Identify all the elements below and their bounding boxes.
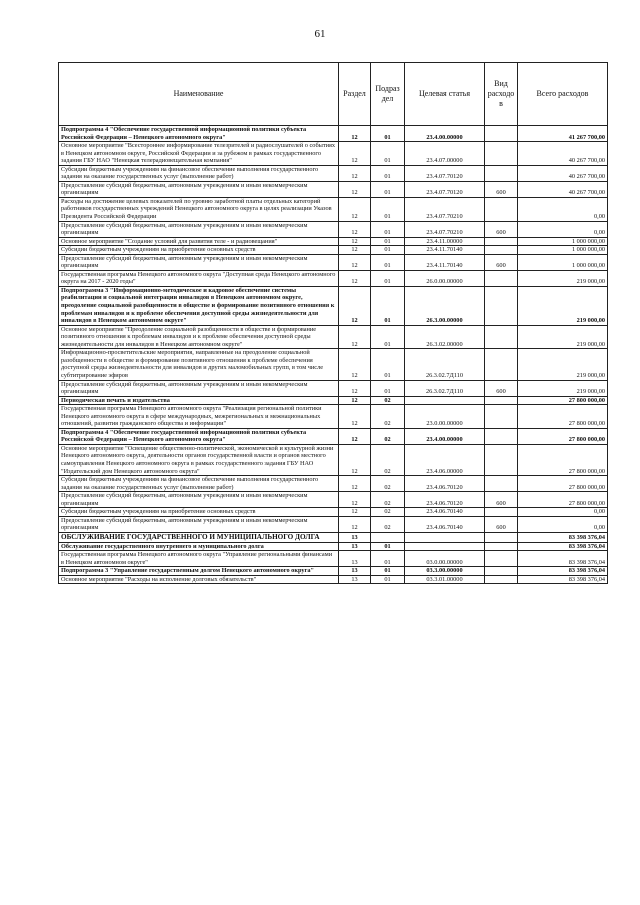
cell-sum: 83 398 376,04 — [518, 551, 608, 567]
table-row — [59, 142, 608, 166]
cell-name: Предоставление субсидий бюджетным, автономным учреждениям и иным некоммерческим организациям — [59, 181, 339, 197]
table-row — [59, 476, 608, 492]
cell-razdel: 13 — [339, 542, 371, 551]
cell-name: Обслуживание государственного внутреннего и муниципального долга — [59, 542, 339, 551]
cell-vid — [485, 270, 518, 286]
cell-podrazdel: 02 — [371, 396, 405, 405]
cell-podrazdel: 01 — [371, 165, 405, 181]
cell-vid — [485, 165, 518, 181]
cell-razdel: 12 — [339, 476, 371, 492]
cell-vid — [485, 197, 518, 221]
cell-vid — [485, 237, 518, 246]
cell-celevaya: 03.0.00.00000 — [405, 551, 485, 567]
cell-razdel: 12 — [339, 142, 371, 166]
cell-sum: 27 800 000,00 — [518, 396, 608, 405]
cell-celevaya — [405, 532, 485, 542]
cell-podrazdel: 01 — [371, 142, 405, 166]
cell-vid: 600 — [485, 181, 518, 197]
cell-sum: 83 398 376,04 — [518, 575, 608, 584]
cell-vid — [485, 428, 518, 444]
cell-podrazdel: 01 — [371, 126, 405, 142]
header-celevaya: Целевая статья — [405, 63, 485, 126]
cell-razdel: 12 — [339, 165, 371, 181]
page-number: 61 — [314, 28, 326, 40]
table-row — [59, 516, 608, 532]
cell-name: Основное мероприятие "Всестороннее информирование телезрителей и радиослушателей о событиях в Ненецком автономном округе, Российской Федерации и за рубежом в рамках государственного задания ГБУ НАО "Ненецкая телерадиовещательная компания" — [59, 142, 339, 166]
cell-razdel: 12 — [339, 508, 371, 517]
cell-celevaya: 23.4.00.00000 — [405, 126, 485, 142]
cell-sum: 1 000 000,00 — [518, 237, 608, 246]
cell-name: Государственная программа Ненецкого автономного округа "Доступная среда Ненецкого автономного округа на 2017 - 2020 годы" — [59, 270, 339, 286]
cell-podrazdel: 01 — [371, 270, 405, 286]
cell-celevaya: 23.4.06.70140 — [405, 516, 485, 532]
cell-celevaya — [405, 396, 485, 405]
table-row — [59, 508, 608, 517]
cell-name: ОБСЛУЖИВАНИЕ ГОСУДАРСТВЕННОГО И МУНИЦИПАЛЬНОГО ДОЛГА — [59, 532, 339, 542]
cell-podrazdel: 01 — [371, 325, 405, 349]
cell-razdel: 12 — [339, 246, 371, 255]
cell-celevaya: 26.3.02.7Д110 — [405, 349, 485, 380]
cell-name: Государственная программа Ненецкого автономного округа "Реализация региональной политики Ненецкого автономного округа в сфере международных, межрегиональных и межнациональных отношений, развития гражданского общества и информации" — [59, 405, 339, 429]
cell-vid — [485, 567, 518, 576]
header-name: Наименование — [59, 63, 339, 126]
cell-sum: 40 267 700,00 — [518, 142, 608, 166]
cell-celevaya: 03.3.01.00000 — [405, 575, 485, 584]
cell-razdel: 13 — [339, 532, 371, 542]
cell-name: Периодическая печать и издательства — [59, 396, 339, 405]
cell-podrazdel: 01 — [371, 254, 405, 270]
cell-celevaya: 03.3.00.00000 — [405, 567, 485, 576]
cell-vid — [485, 396, 518, 405]
table-row — [59, 532, 608, 542]
table-row — [59, 349, 608, 380]
cell-podrazdel: 02 — [371, 476, 405, 492]
cell-vid — [485, 532, 518, 542]
table-row — [59, 567, 608, 576]
cell-podrazdel: 01 — [371, 542, 405, 551]
table-row — [59, 405, 608, 429]
cell-name: Предоставление субсидий бюджетным, автономным учреждениям и иным некоммерческим организациям — [59, 492, 339, 508]
cell-name: Предоставление субсидий бюджетным, автономным учреждениям и иным некоммерческим организациям — [59, 254, 339, 270]
cell-vid: 600 — [485, 254, 518, 270]
cell-razdel: 12 — [339, 197, 371, 221]
cell-sum: 219 000,00 — [518, 286, 608, 325]
table-body — [59, 126, 608, 584]
cell-celevaya: 23.4.06.70140 — [405, 508, 485, 517]
table-row — [59, 444, 608, 475]
cell-razdel: 12 — [339, 516, 371, 532]
cell-name: Субсидии бюджетным учреждениям на приобретение основных средств — [59, 246, 339, 255]
cell-sum: 40 267 700,00 — [518, 165, 608, 181]
table-row — [59, 542, 608, 551]
cell-sum: 27 800 000,00 — [518, 476, 608, 492]
cell-podrazdel: 01 — [371, 551, 405, 567]
cell-razdel: 12 — [339, 444, 371, 475]
cell-celevaya: 23.4.00.00000 — [405, 428, 485, 444]
cell-vid — [485, 286, 518, 325]
cell-podrazdel: 02 — [371, 516, 405, 532]
cell-sum: 219 000,00 — [518, 325, 608, 349]
table-row — [59, 165, 608, 181]
cell-razdel: 13 — [339, 575, 371, 584]
cell-name: Подпрограмма 4 "Обеспечение государственной информационной политики субъекта Российской Федерации – Ненецкого автономного округа" — [59, 126, 339, 142]
cell-sum: 41 267 700,00 — [518, 126, 608, 142]
table-row — [59, 181, 608, 197]
cell-podrazdel: 01 — [371, 567, 405, 576]
budget-table — [58, 62, 608, 584]
cell-podrazdel: 01 — [371, 575, 405, 584]
cell-razdel: 12 — [339, 270, 371, 286]
cell-sum: 27 800 000,00 — [518, 492, 608, 508]
cell-celevaya: 23.4.11.70140 — [405, 246, 485, 255]
cell-name: Основное мероприятие "Расходы на исполнение долговых обязательств" — [59, 575, 339, 584]
cell-name: Подпрограмма 3 "Управление государственным долгом Ненецкого автономного округа" — [59, 567, 339, 576]
cell-name: Предоставление субсидий бюджетным, автономным учреждениям и иным некоммерческим организациям — [59, 380, 339, 396]
cell-sum: 0,00 — [518, 221, 608, 237]
cell-celevaya: 23.4.07.70120 — [405, 165, 485, 181]
table-header-row — [59, 63, 608, 126]
cell-celevaya: 23.4.11.70140 — [405, 254, 485, 270]
cell-celevaya: 23.4.07.70210 — [405, 197, 485, 221]
cell-podrazdel: 02 — [371, 444, 405, 475]
cell-celevaya: 23.0.00.00000 — [405, 405, 485, 429]
cell-name: Основное мероприятие "Преодоление социальной разобщенности в обществе и формирование позитивного отношения к проблемам инвалидов и к проблеме обеспечения доступной среды жизнедеятельности для инвалидов в Ненецком автономном округе" — [59, 325, 339, 349]
cell-razdel: 12 — [339, 254, 371, 270]
cell-sum: 219 000,00 — [518, 380, 608, 396]
cell-celevaya — [405, 542, 485, 551]
cell-razdel: 12 — [339, 396, 371, 405]
cell-vid — [485, 542, 518, 551]
cell-celevaya: 23.4.06.70120 — [405, 492, 485, 508]
cell-sum: 27 800 000,00 — [518, 405, 608, 429]
cell-name: Субсидии бюджетным учреждениям на приобретение основных средств — [59, 508, 339, 517]
cell-vid — [485, 476, 518, 492]
cell-celevaya: 23.4.11.00000 — [405, 237, 485, 246]
table-row — [59, 221, 608, 237]
cell-vid: 600 — [485, 380, 518, 396]
cell-vid — [485, 551, 518, 567]
cell-razdel: 12 — [339, 181, 371, 197]
cell-name: Субсидии бюджетным учреждениям на финансовое обеспечение выполнения государственного задания на оказание государственных услуг (выполнение работ) — [59, 476, 339, 492]
cell-vid — [485, 508, 518, 517]
table-row — [59, 380, 608, 396]
cell-vid — [485, 126, 518, 142]
table-row — [59, 286, 608, 325]
table-row — [59, 126, 608, 142]
cell-vid — [485, 575, 518, 584]
cell-razdel: 13 — [339, 567, 371, 576]
header-sum: Всего расходов — [518, 63, 608, 126]
table-row — [59, 428, 608, 444]
cell-celevaya: 26.3.02.00000 — [405, 325, 485, 349]
cell-podrazdel: 01 — [371, 380, 405, 396]
cell-vid: 600 — [485, 221, 518, 237]
cell-sum: 1 000 000,00 — [518, 254, 608, 270]
cell-sum: 27 800 000,00 — [518, 428, 608, 444]
cell-razdel: 12 — [339, 428, 371, 444]
cell-podrazdel: 02 — [371, 508, 405, 517]
cell-razdel: 13 — [339, 551, 371, 567]
table-row — [59, 492, 608, 508]
cell-name: Подпрограмма 4 "Обеспечение государственной информационной политики субъекта Российской Федерации – Ненецкого автономного округа" — [59, 428, 339, 444]
cell-sum: 0,00 — [518, 516, 608, 532]
cell-name: Подпрограмма 3 "Информационно-методическое и кадровое обеспечение системы реабилитации и социальной интеграции инвалидов в Ненецком автономном округе, преодоление социальной разобщенности в обществе и формирование позитивного отношения к проблемам инвалидов и к проблеме обеспечения доступной среды жизнедеятельности для инвалидов в Ненецком автономном округе" — [59, 286, 339, 325]
cell-vid: 600 — [485, 516, 518, 532]
table-row — [59, 551, 608, 567]
cell-vid: 600 — [485, 492, 518, 508]
cell-vid — [485, 325, 518, 349]
cell-celevaya: 23.4.07.70120 — [405, 181, 485, 197]
cell-razdel: 12 — [339, 405, 371, 429]
cell-name: Основное мероприятие "Создание условий для развития теле - и радиовещания" — [59, 237, 339, 246]
cell-vid — [485, 142, 518, 166]
cell-razdel: 12 — [339, 492, 371, 508]
cell-name: Государственная программа Ненецкого автономного округа "Управление региональными финансами в Ненецком автономном округе" — [59, 551, 339, 567]
table-row — [59, 325, 608, 349]
cell-celevaya: 23.4.07.00000 — [405, 142, 485, 166]
cell-sum: 83 398 376,04 — [518, 567, 608, 576]
table-row — [59, 246, 608, 255]
cell-razdel: 12 — [339, 286, 371, 325]
cell-name: Расходы на достижение целевых показателей по уровню заработной платы отдельных категорий работников государственных учреждений Ненецкого автономного округа в целях реализации Указов Президента Российской Федерации — [59, 197, 339, 221]
cell-sum: 27 800 000,00 — [518, 444, 608, 475]
cell-razdel: 12 — [339, 237, 371, 246]
cell-name: Субсидии бюджетным учреждениям на финансовое обеспечение выполнения государственного задания на оказание государственных услуг (выполнение работ) — [59, 165, 339, 181]
cell-podrazdel: 02 — [371, 492, 405, 508]
table-row — [59, 197, 608, 221]
cell-podrazdel: 01 — [371, 237, 405, 246]
header-vid: Вид расходо в — [485, 63, 518, 126]
cell-razdel: 12 — [339, 325, 371, 349]
cell-celevaya: 23.4.07.70210 — [405, 221, 485, 237]
cell-podrazdel: 02 — [371, 428, 405, 444]
cell-name: Предоставление субсидий бюджетным, автономным учреждениям и иным некоммерческим организациям — [59, 221, 339, 237]
cell-podrazdel: 01 — [371, 181, 405, 197]
table-row — [59, 575, 608, 584]
cell-vid — [485, 405, 518, 429]
cell-vid — [485, 349, 518, 380]
cell-celevaya: 26.0.00.00000 — [405, 270, 485, 286]
table-row — [59, 237, 608, 246]
cell-razdel: 12 — [339, 126, 371, 142]
cell-sum: 219 000,00 — [518, 349, 608, 380]
cell-celevaya: 26.3.02.7Д110 — [405, 380, 485, 396]
cell-sum: 83 398 376,04 — [518, 532, 608, 542]
cell-sum: 0,00 — [518, 197, 608, 221]
cell-podrazdel: 01 — [371, 221, 405, 237]
cell-podrazdel: 01 — [371, 286, 405, 325]
cell-celevaya: 23.4.06.70120 — [405, 476, 485, 492]
cell-sum: 40 267 700,00 — [518, 181, 608, 197]
cell-podrazdel — [371, 532, 405, 542]
cell-name: Основное мероприятие "Освещение общественно-политической, экономической и культурной жизни Ненецкого автономного округа, деятельности органов государственной власти и органов местного самоуправления Ненецкого автономного округа в рамках государственного задания ГБУ НАО "Издательский дом Ненецкого автономного округа" — [59, 444, 339, 475]
table-row — [59, 254, 608, 270]
header-razdel: Раздел — [339, 63, 371, 126]
cell-podrazdel: 02 — [371, 405, 405, 429]
cell-sum: 219 000,00 — [518, 270, 608, 286]
cell-sum: 1 000 000,00 — [518, 246, 608, 255]
cell-celevaya: 23.4.06.00000 — [405, 444, 485, 475]
cell-vid — [485, 444, 518, 475]
cell-name: Предоставление субсидий бюджетным, автономным учреждениям и иным некоммерческим организациям — [59, 516, 339, 532]
cell-podrazdel: 01 — [371, 349, 405, 380]
cell-sum: 0,00 — [518, 508, 608, 517]
cell-razdel: 12 — [339, 349, 371, 380]
cell-podrazdel: 01 — [371, 197, 405, 221]
cell-razdel: 12 — [339, 380, 371, 396]
cell-razdel: 12 — [339, 221, 371, 237]
cell-name: Информационно-просветительские мероприятия, направленные на преодоление социальной разобщенности в обществе и формирование позитивного отношения к проблеме обеспечения доступной среды жизнедеятельности для инвалидов и других маломобильных групп, в том числе субтитрирование эфиров — [59, 349, 339, 380]
table-row — [59, 396, 608, 405]
cell-podrazdel: 01 — [371, 246, 405, 255]
cell-vid — [485, 246, 518, 255]
cell-celevaya: 26.3.00.00000 — [405, 286, 485, 325]
header-podrazdel: Подраз дел — [371, 63, 405, 126]
cell-sum: 83 398 376,04 — [518, 542, 608, 551]
table-row — [59, 270, 608, 286]
